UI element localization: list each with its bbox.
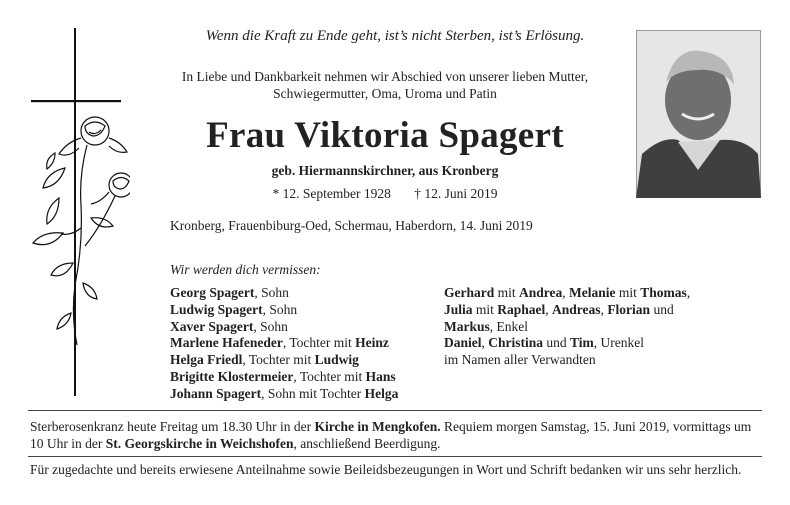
mourners-right-column — [444, 285, 690, 369]
service-notice: Sterberosenkranz heute Freitag um 18.30 Uhr in der Kirche in Mengkofen. Requiem morgen Samstag, 15. Juni 2019, vormittags um 10 Uhr in der St. Georgskirche in Weichshofen, anschließend Beerdigung. — [30, 419, 752, 451]
intro-line-2: Schwiegermutter, Oma, Uroma und Patin — [273, 86, 497, 101]
birth-name: geb. Hiermannskirchner, aus Kronberg — [271, 163, 499, 178]
mourner-line: Georg Spagert, Sohn — [170, 285, 289, 300]
thanks-text: Für zugedachte und bereits erwiesene Anteilnahme sowie Beileidsbezeugungen in Wort und Schrift bedanken wir uns sehr herzlich. — [30, 462, 742, 477]
mourner-line: Marlene Hafeneder, Tochter mit Heinz — [170, 335, 389, 351]
life-dates — [170, 186, 600, 202]
mourner-line: Xaver Spagert, Sohn — [170, 318, 288, 334]
portrait-photo — [636, 30, 761, 198]
divider-bottom — [28, 456, 762, 457]
mourner-line: Ludwig Spagert, Sohn — [170, 301, 298, 317]
cross-with-roses-icon — [25, 28, 130, 398]
intro-line-1: In Liebe und Dankbarkeit nehmen wir Abschied von unserer lieben Mutter, — [181, 69, 589, 84]
intro-text — [170, 68, 600, 102]
birth-date: * 12. September 1928 — [272, 186, 391, 201]
mourner-line: Johann Spagert, Sohn mit Tochter Helga — [170, 385, 399, 401]
mourner-line: Julia mit Raphael, Andreas, Florian und — [444, 301, 674, 317]
mourner-line: Markus, Enkel — [444, 318, 529, 334]
mourner-line: Helga Friedl, Tochter mit Ludwig — [170, 352, 359, 368]
miss-line: Wir werden dich vermissen: — [170, 262, 321, 277]
deceased-name: Frau Viktoria Spagert — [206, 115, 564, 156]
divider-top — [28, 410, 762, 411]
death-date: † 12. Juni 2019 — [414, 186, 498, 201]
motto-quote: Wenn die Kraft zu Ende geht, ist’s nicht Sterben, ist’s Erlösung. — [205, 28, 585, 44]
mourner-line: Gerhard mit Andrea, Melanie mit Thomas, — [444, 285, 691, 300]
mourner-line: im Namen aller Verwandten — [444, 352, 596, 368]
mourners-left-column — [170, 285, 398, 403]
mourner-line: Brigitte Klostermeier, Tochter mit Hans — [170, 368, 396, 384]
place-and-date: Kronberg, Frauenbiburg-Oed, Schermau, Haberdorn, 14. Juni 2019 — [170, 218, 533, 233]
mourner-line: Daniel, Christina und Tim, Urenkel — [444, 335, 645, 351]
